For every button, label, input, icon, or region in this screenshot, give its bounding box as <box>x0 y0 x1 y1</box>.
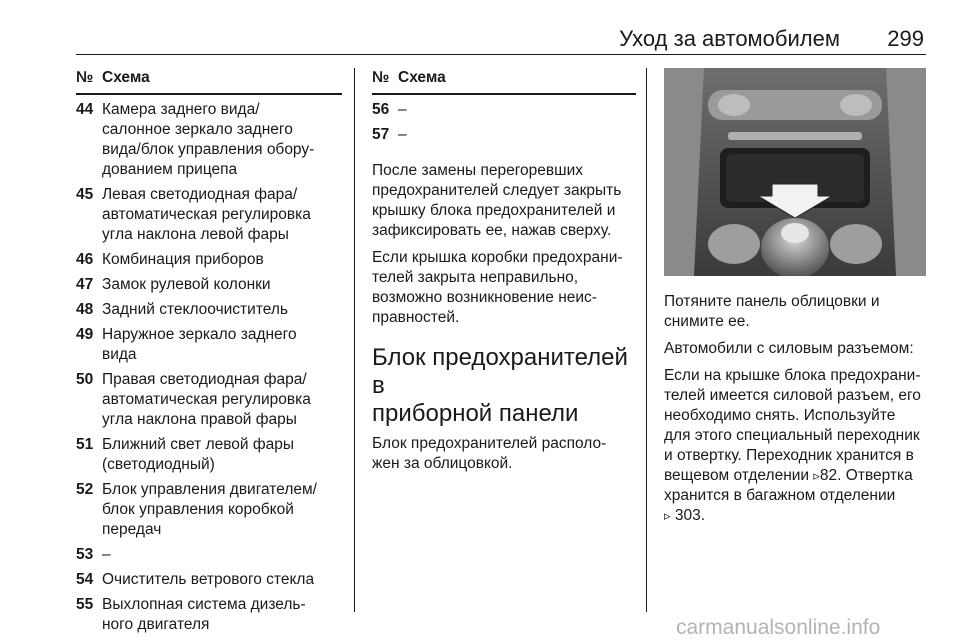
table-row <box>76 250 342 270</box>
paragraph-power-connector-label: Автомобили с силовым разъемом: <box>664 340 914 357</box>
fuse-number: 47 <box>76 276 94 293</box>
table-row <box>76 100 342 180</box>
fuse-number: 55 <box>76 596 94 613</box>
table-row <box>76 185 342 245</box>
fuse-description: Выхлопная система дизель- ного двигателя <box>102 596 306 633</box>
column-divider <box>354 68 355 612</box>
table-row <box>76 370 342 430</box>
fuse-number: 51 <box>76 436 94 453</box>
col-scheme-header: Схема <box>398 69 446 86</box>
reference-arrow-icon: ▹ <box>813 468 820 483</box>
fuse-description: Блок управления двигателем/ блок управления коробкой передач <box>102 481 317 538</box>
fuse-description: Замок рулевой колонки <box>102 276 271 293</box>
table-row <box>76 275 342 295</box>
fuse-description: – <box>398 126 407 143</box>
fuse-table-1 <box>76 68 342 635</box>
fuse-table-2-section <box>372 68 636 474</box>
fuse-description: – <box>102 546 111 563</box>
table-row <box>76 595 342 635</box>
table-row <box>76 300 342 320</box>
section-heading: Блок предохранителей в приборной панели <box>372 344 628 427</box>
fuse-number: 56 <box>372 101 390 118</box>
paragraph-power-connector: Если на крышке блока предохрани- телей имеется силовой разъем, его необходимо снять. Используйте для этого специальный переходник и отвертку. Переходник хранится в вещевом отделении ▹82. Отвертка хранится в багажном отделении ▹ 303. <box>664 367 921 524</box>
col-scheme-header: Схема <box>102 69 150 86</box>
fuse-number: 53 <box>76 546 94 563</box>
reference-arrow-icon: ▹ <box>664 508 671 523</box>
table-row <box>372 125 636 145</box>
table-row <box>372 100 636 120</box>
table-row <box>76 545 342 565</box>
fuse-description: Наружное зеркало заднего вида <box>102 326 297 363</box>
fuse-number: 52 <box>76 481 94 498</box>
fuse-description: Ближний свет левой фары (светодиодный) <box>102 436 295 473</box>
fuse-description: Комбинация приборов <box>102 251 264 268</box>
fuse-number: 49 <box>76 326 94 343</box>
instructions-column <box>664 68 926 526</box>
header-rule <box>76 54 926 55</box>
fuse-number: 44 <box>76 101 94 118</box>
fuse-description: – <box>398 101 407 118</box>
fuse-number: 54 <box>76 571 94 588</box>
table-header <box>372 68 636 95</box>
page-reference-link[interactable]: 303 <box>674 507 701 524</box>
paragraph-location: Блок предохранителей располо- жен за облицовкой. <box>372 435 607 472</box>
page-reference-link[interactable]: 82 <box>819 467 838 484</box>
fuse-description: Задний стеклоочиститель <box>102 301 288 318</box>
fuse-description: Правая светодиодная фара/ автоматическая регулировка угла наклона правой фары <box>102 371 311 428</box>
fuse-description: Очиститель ветрового стекла <box>102 571 315 588</box>
fuse-description: Левая светодиодная фара/ автоматическая регулировка угла наклона левой фары <box>102 186 311 243</box>
table-header <box>76 68 342 95</box>
fuse-number: 48 <box>76 301 94 318</box>
fuse-number: 57 <box>372 126 390 143</box>
paragraph-cover-warning: Если крышка коробки предохрани- телей закрыта неправильно, возможно возникновение неис- правностей. <box>372 249 623 326</box>
fuse-description: Камера заднего вида/ салонное зеркало заднего вида/блок управления обору- дованием прицепа <box>102 101 315 178</box>
table-row <box>76 480 342 540</box>
instrument-panel-fusebox-photo <box>664 68 926 276</box>
col-number-header: № <box>76 69 94 86</box>
col-number-header: № <box>372 69 390 86</box>
fuse-number: 45 <box>76 186 94 203</box>
table-row <box>76 570 342 590</box>
fuse-number: 46 <box>76 251 94 268</box>
fuse-number: 50 <box>76 371 94 388</box>
watermark: carmanualsonline.info <box>676 616 881 639</box>
column-divider <box>646 68 647 612</box>
paragraph-replace-fuses: После замены перегоревших предохранителей следует закрыть крышку блока предохранителей и зафиксировать ее, нажав сверху. <box>372 162 622 239</box>
table-row <box>76 435 342 475</box>
table-row <box>76 325 342 365</box>
page-number: 299 <box>887 26 924 51</box>
page-header-title: Уход за автомобилем <box>619 26 840 51</box>
paragraph-remove-panel: Потяните панель облицовки и снимите ее. <box>664 293 880 330</box>
